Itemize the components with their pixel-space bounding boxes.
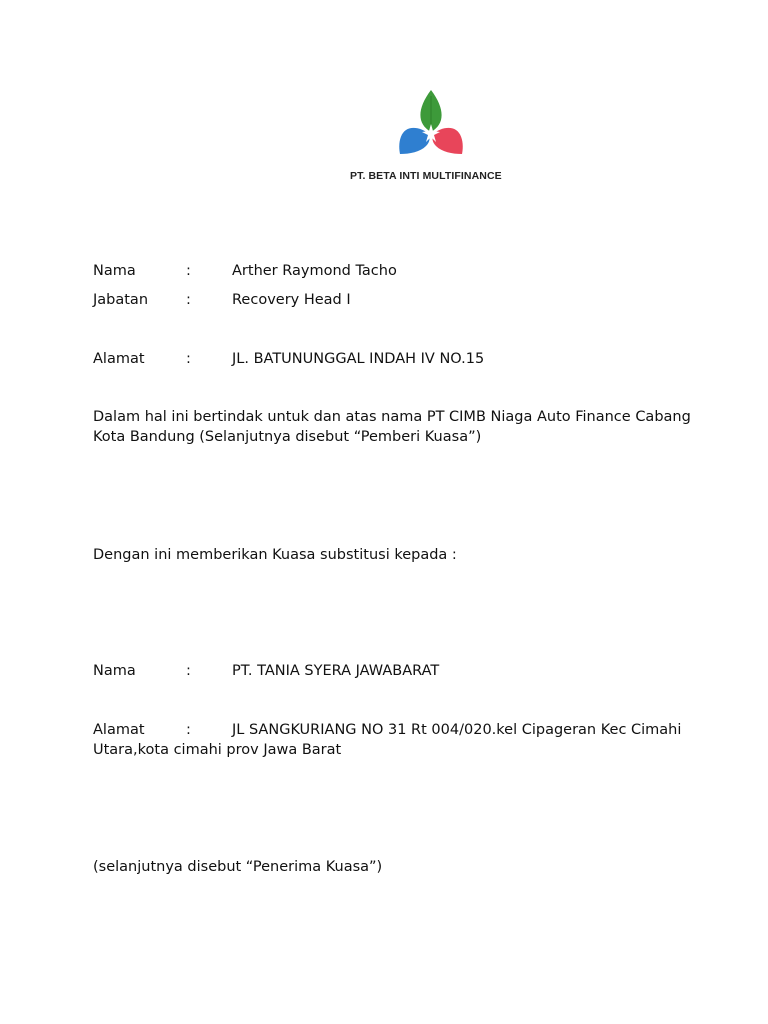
colon: :	[186, 722, 191, 738]
grantee-address-label: Alamat	[93, 722, 145, 738]
statement-paragraph: Dalam hal ini bertindak untuk dan atas nama PT CIMB Niaga Auto Finance Cabang Kota Bandung (Selanjutnya disebut “Pemberi Kuasa”)	[93, 409, 691, 445]
grantee-address-row	[93, 720, 693, 760]
grantor-address-value: JL. BATUNUNGGAL INDAH IV NO.15	[232, 351, 485, 367]
leaf-trefoil-icon	[392, 86, 470, 158]
colon: :	[186, 292, 191, 308]
colon: :	[186, 263, 191, 279]
company-name: PT. BETA INTI MULTIFINANCE	[350, 170, 502, 182]
grantee-name-value: PT. TANIA SYERA JAWABARAT	[232, 663, 440, 679]
grantor-position-label: Jabatan	[93, 292, 149, 308]
colon: :	[186, 351, 191, 367]
grantor-address-label: Alamat	[93, 351, 145, 367]
substitution-intro: Dengan ini memberikan Kuasa substitusi kepada :	[93, 547, 457, 563]
colon: :	[186, 663, 191, 679]
grantee-name-label: Nama	[93, 663, 136, 679]
grantor-name-value: Arther Raymond Tacho	[232, 263, 397, 279]
company-logo	[340, 86, 520, 186]
grantor-position-value: Recovery Head I	[232, 292, 351, 308]
grantor-name-label: Nama	[93, 263, 136, 279]
grantee-address-value: JL SANGKURIANG NO 31 Rt 004/020.kel Cipageran Kec Cimahi Utara,kota cimahi prov Jawa Barat	[93, 722, 682, 758]
grantee-note: (selanjutnya disebut “Penerima Kuasa”)	[93, 859, 383, 875]
